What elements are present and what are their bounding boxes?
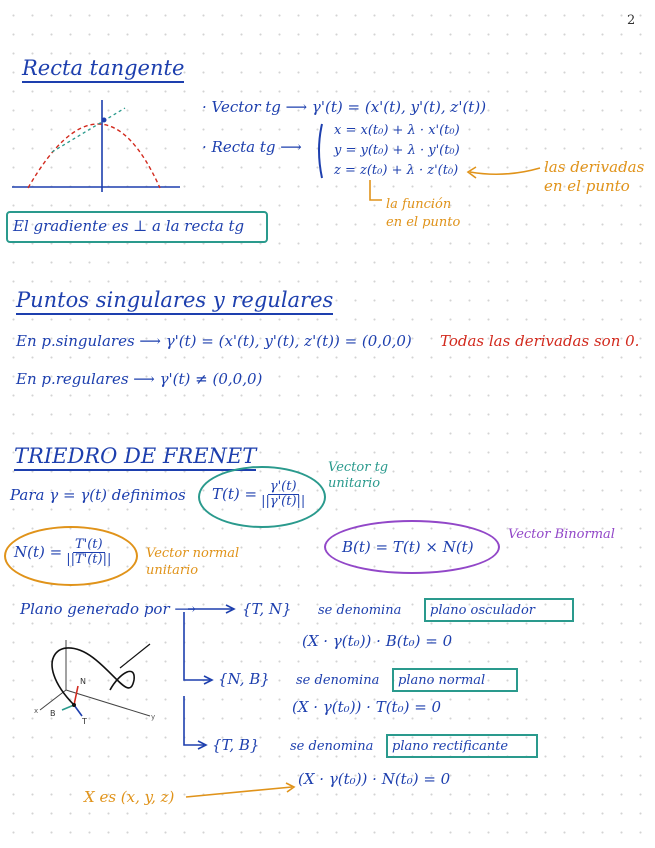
T-denominator: ||γ'(t)||: [261, 494, 306, 510]
fig-label-y: y: [151, 713, 156, 721]
plane2-vectors: {N, B}: [218, 670, 270, 688]
plane-intro: Plano generado por ⟶: [20, 600, 196, 618]
regular-line: En p.regulares ⟶ γ'(t) ≠ (0,0,0): [16, 370, 263, 388]
plane1-equation: (X · γ(t₀)) · B(t₀) = 0: [302, 632, 453, 650]
N-numerator: T'(t): [74, 537, 103, 552]
T-lhs: T(t) =: [212, 485, 258, 504]
singular-line: En p.singulares ⟶ γ'(t) = (x'(t), y'(t), z'(t)) = (0,0,0): [16, 332, 412, 350]
section-title-frenet: TRIEDRO DE FRENET: [14, 446, 256, 471]
gradient-text: El gradiente es ⊥ a la recta tg: [13, 217, 245, 235]
plane3-equation: (X · γ(t₀)) · N(t₀) = 0: [298, 770, 451, 788]
B-equation: B(t) = T(t) × N(t): [342, 538, 474, 556]
N-denominator: ||T'(t)||: [66, 552, 112, 568]
eq-y: y = y(t₀) + λ · y'(t₀): [334, 143, 460, 158]
N-note: Vector normal unitario: [146, 546, 240, 578]
fig-label-t: T: [82, 717, 87, 726]
T-numerator: γ'(t): [269, 479, 297, 494]
plane2-name: plano normal: [398, 673, 486, 688]
section-title-tangent: Recta tangente: [22, 58, 184, 83]
B-note: Vector Binormal: [508, 527, 615, 542]
plane2-label: se denomina: [296, 673, 380, 688]
plane1-label: se denomina: [318, 603, 402, 618]
T-note: Vector tg unitario: [328, 460, 389, 491]
singular-note: Todas las derivadas son 0.: [440, 332, 640, 350]
vector-tg-line: · Vector tg ⟶ γ'(t) = (x'(t), y'(t), z'(t)): [202, 98, 487, 116]
eq-x: x = x(t₀) + λ · x'(t₀): [334, 123, 460, 138]
fig-label-b: B: [50, 709, 56, 718]
plane2-equation: (X · γ(t₀)) · T(t₀) = 0: [292, 698, 442, 716]
recta-tg-line: · Recta tg ⟶: [202, 138, 302, 156]
x-note: X es (x, y, z): [84, 788, 175, 806]
fig-label-x: x: [34, 707, 39, 715]
plane1-vectors: {T, N}: [242, 600, 292, 618]
N-lhs: N(t) =: [14, 543, 63, 562]
page-number: 2: [627, 13, 636, 28]
section-title-points: Puntos singulares y regulares: [16, 290, 333, 315]
note-function: la función en el punto: [386, 197, 461, 230]
fig-label-n: N: [80, 677, 86, 686]
plane1-name: plano osculador: [430, 603, 535, 618]
eq-z: z = z(t₀) + λ · z'(t₀): [334, 163, 459, 178]
note-derivatives: las derivadas en el punto: [544, 158, 645, 195]
plane3-vectors: {T, B}: [212, 736, 260, 754]
para-line: Para γ = γ(t) definimos: [10, 486, 186, 504]
plane3-name: plano rectificante: [392, 739, 509, 754]
plane3-label: se denomina: [290, 739, 374, 754]
